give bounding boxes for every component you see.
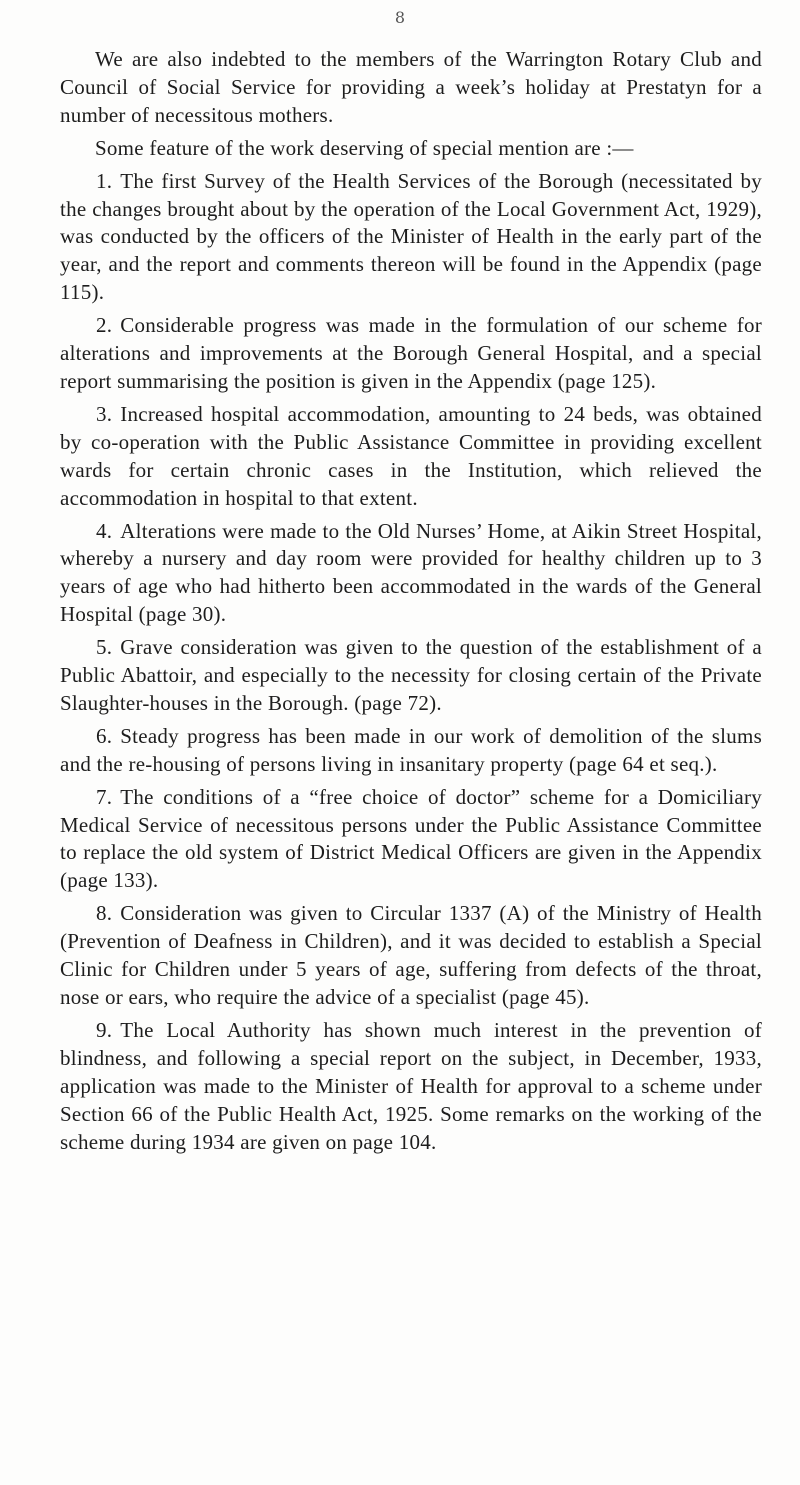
item-text: Alterations were made to the Old Nurses’ Home, at Aikin Street Hospital, whereby a nursery and day room were provided for healthy children up to 3 years of age who had hitherto been accommodated in the wards of the General Hospital (page 30). xyxy=(60,518,762,627)
list-item xyxy=(60,900,762,1012)
item-number: 8. xyxy=(96,901,113,926)
item-number: 7. xyxy=(96,784,113,809)
list-item xyxy=(60,401,762,513)
item-text: Consideration was given to Circular 1337 (A) of the Ministry of Health (Prevention of Deafness in Children), and it was decided to establish a Special Clinic for Children under 5 years of age, suffering from defects of the throat, nose or ears, who require the advice of a specialist (page 45). xyxy=(60,901,762,1009)
item-number: 5. xyxy=(96,635,113,660)
item-number: 9. xyxy=(96,1017,113,1042)
list-item xyxy=(60,312,762,396)
body-text xyxy=(60,46,762,1161)
item-text: Steady progress has been made in our work of demolition of the slums and the re-housing of persons living in insanitary property (page 64 et seq.). xyxy=(60,723,762,776)
list-item xyxy=(60,634,762,718)
list-item xyxy=(60,168,762,308)
item-text: The Local Authority has shown much interest in the prevention of blindness, and following a special report on the subject, in December, 1933, application was made to the Minister of Health for approval to a scheme under Section 66 of the Public Health Act, 1925. Some remarks on the working of the scheme during 1934 are given on page 104. xyxy=(60,1017,762,1154)
list-item xyxy=(60,723,762,779)
list-item xyxy=(60,1017,762,1157)
list-item xyxy=(60,784,762,896)
item-text: Increased hospital accommodation, amounting to 24 beds, was obtained by co-operation with the Public Assistance Committee in providing excellent wards for certain chronic cases in the Institution, which relieved the accommodation in hospital to that extent. xyxy=(60,401,762,510)
page-number: 8 xyxy=(394,8,406,27)
item-number: 6. xyxy=(96,723,113,748)
paragraph-features-heading: Some feature of the work deserving of special mention are :— xyxy=(95,135,634,160)
paragraph-intro: We are also indebted to the members of the Warrington Rotary Club and Council of Social Service for providing a week’s holiday at Prestatyn for a number of necessitous mothers. xyxy=(60,47,762,127)
item-number: 1. xyxy=(96,168,113,193)
item-number: 4. xyxy=(96,518,113,543)
item-text: The first Survey of the Health Services of the Borough (necessitated by the changes brought about by the operation of the Local Government Act, 1929), was conducted by the officers of the Minister of Health in the early part of the year, and the report and comments thereon will be found in the Appendix (page 115). xyxy=(60,168,762,305)
list-item xyxy=(60,518,762,630)
item-text: The conditions of a “free choice of doctor” scheme for a Domiciliary Medical Service of necessitous persons under the Public Assistance Committee to replace the old system of District Medical Officers are given in the Appendix (page 133). xyxy=(60,784,762,893)
item-text: Considerable progress was made in the formulation of our scheme for alterations and improvements at the Borough General Hospital, and a special report summarising the position is given in the Appendix (page 125). xyxy=(60,313,762,393)
item-text: Grave consideration was given to the question of the establishment of a Public Abattoir, and especially to the necessity for closing certain of the Private Slaughter-houses in the Borough. (page 72). xyxy=(60,635,762,715)
item-number: 3. xyxy=(96,401,113,426)
item-number: 2. xyxy=(96,313,113,338)
